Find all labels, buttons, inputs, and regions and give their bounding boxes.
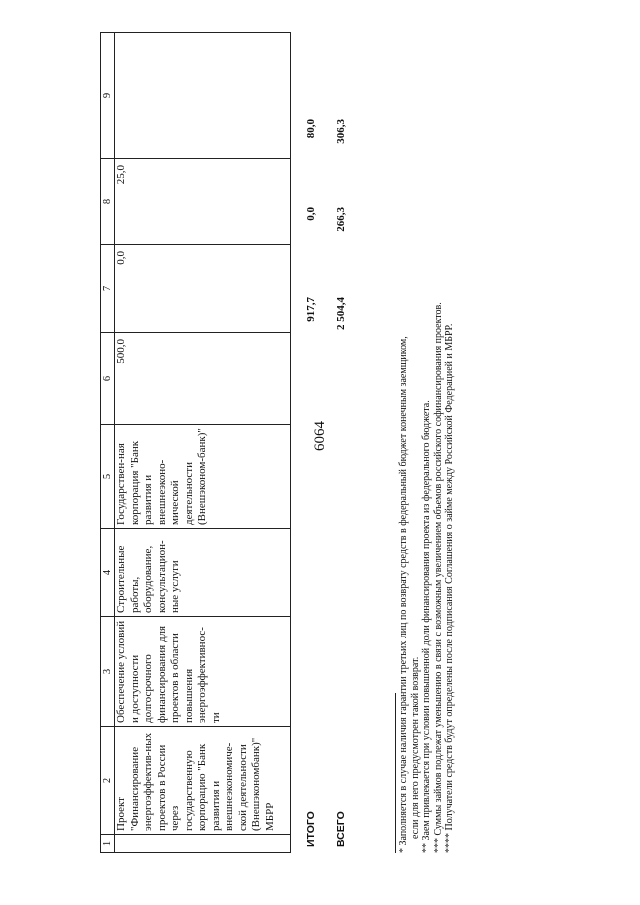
page-number: 6064	[312, 421, 328, 451]
total-col7: 0,0	[305, 207, 317, 221]
total-col6: 917,7	[305, 297, 317, 322]
total-row-vsego	[335, 33, 365, 853]
column-number: 7	[101, 245, 115, 333]
total-label: ВСЕГО	[335, 811, 347, 847]
total-col8: 306,3	[335, 119, 347, 144]
cell-project-name: Проект "Финансирование энергоэффектив-ных проектов в России через государственную корпорацию "Банк развития и внешнеэкономиче-ской деятельности (Внешэкономбанк)" МБРР	[115, 727, 291, 835]
totals-block	[305, 33, 365, 853]
column-number: 4	[101, 529, 115, 617]
table-row	[115, 33, 291, 853]
footnote-4: **** Получатели средств будут определены после подписания Соглашения о займе между Российской Федерацией и МБРР.	[444, 323, 455, 853]
footnotes	[395, 33, 456, 853]
column-number: 5	[101, 425, 115, 529]
footnote-3: *** Суммы займов подлежат уменьшению в связи с возможным увеличением объемов российского софинансирования проектов.	[432, 302, 444, 853]
footnote-2: ** Заем привлекается при условии повышенной доли финансирования проекта из федерального бюджета.	[421, 400, 432, 853]
footnote-1-cont: если для него предусмотрен такой возврат.	[409, 656, 421, 839]
total-label: ИТОГО	[305, 811, 317, 847]
total-col6: 2 504,4	[335, 297, 347, 330]
cell-amount-col6: 500,0	[115, 333, 291, 425]
cell-project-goal: Обеспечение условий и доступности долгосрочного финансирования для проектов в области повышения энергоэффективнос-ти	[115, 617, 291, 727]
column-number: 9	[101, 33, 115, 159]
cell-amount-col8: 25,0	[115, 159, 291, 245]
cell-executor: Государствен-ная корпорация "Банк развития и внешнеэконо-мической деятельности (Внешэконом-банк)"	[115, 425, 291, 529]
cell-index	[115, 835, 291, 853]
rotated-page-content	[100, 33, 550, 853]
loan-table	[100, 32, 291, 853]
footnote-1: * Заполняется в случае наличия гарантии третьих лиц по возврату средств в федеральный бюджет конечным заемщиком,	[398, 336, 409, 853]
cell-use-of-funds: Строительные работы, оборудование, консультацион-ные услуги	[115, 529, 291, 617]
cell-amount-col7: 0,0	[115, 245, 291, 333]
column-number: 6	[101, 333, 115, 425]
footnote-divider	[395, 693, 396, 853]
column-number: 2	[101, 727, 115, 835]
column-number: 3	[101, 617, 115, 727]
column-number: 1	[101, 835, 115, 853]
total-col7: 266,3	[335, 207, 347, 232]
column-number: 8	[101, 159, 115, 245]
total-row-itogo	[305, 33, 335, 853]
cell-col9	[115, 33, 291, 159]
total-col8: 80,0	[305, 119, 317, 139]
table-header-row	[101, 33, 115, 853]
